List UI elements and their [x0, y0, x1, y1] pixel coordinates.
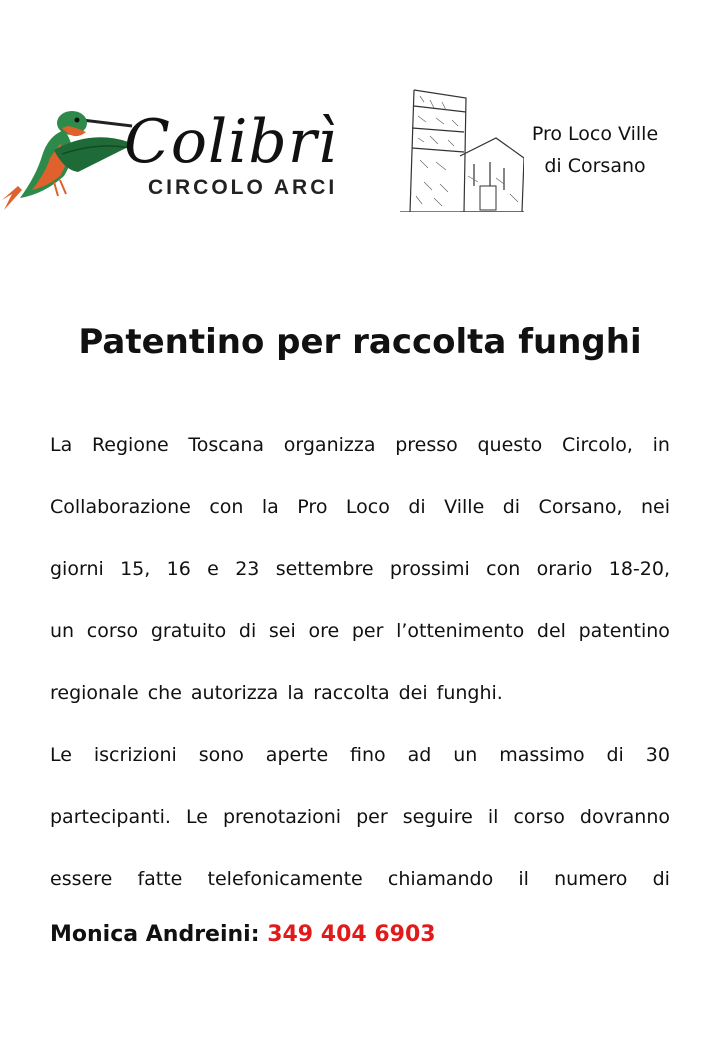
paragraph-word: sono: [198, 744, 244, 766]
paragraph-word: di: [652, 868, 670, 890]
paragraph-word: con: [209, 496, 244, 518]
paragraph-word: essere: [50, 868, 113, 890]
paragraph-word: numero: [554, 868, 628, 890]
paragraph-line: [50, 538, 670, 600]
colibri-logo-text: Colibrì: [124, 107, 338, 177]
paragraph-word: l’ottenimento: [396, 620, 525, 642]
paragraph-word: Corsano,: [538, 496, 623, 518]
paragraph-word: partecipanti.: [50, 806, 171, 828]
paragraph-word: prossimi: [389, 558, 470, 580]
paragraph-word: 16: [166, 558, 191, 580]
paragraph-word: e: [207, 558, 219, 580]
paragraph-word: corso: [86, 620, 139, 642]
paragraph-word: un: [50, 620, 75, 642]
paragraph-word: orario: [536, 558, 593, 580]
paragraph-line: [50, 848, 670, 910]
paragraph-word: patentino: [578, 620, 670, 642]
paragraph-word: 15,: [120, 558, 151, 580]
paragraph-word: il: [518, 868, 529, 890]
paragraph-word: in: [652, 434, 670, 456]
paragraph-word: giorni: [50, 558, 104, 580]
paragraph-word: chiamando: [387, 868, 494, 890]
paragraph-word: telefonicamente: [207, 868, 363, 890]
hummingbird-icon: [2, 98, 134, 210]
paragraph-word: dei: [398, 682, 428, 704]
paragraph-word: settembre: [275, 558, 374, 580]
paragraph-word: la: [287, 682, 305, 704]
paragraph-word: questo: [477, 434, 543, 456]
paragraph-word: Loco: [345, 496, 390, 518]
paragraph-word: per: [356, 806, 388, 828]
paragraph-word: un: [453, 744, 478, 766]
contact-phone: 349 404 6903: [267, 922, 436, 947]
paragraph-word: che: [147, 682, 182, 704]
proloco-line-1: Pro Loco Ville: [531, 123, 659, 145]
paragraph-word: la: [261, 496, 279, 518]
proloco-label: [510, 118, 680, 182]
contact-name: Monica Andreini:: [50, 922, 260, 947]
paragraph-word: di: [606, 744, 624, 766]
proloco-line-2: di Corsano: [544, 155, 646, 177]
paragraph-word: ore: [308, 620, 340, 642]
paragraph-line: [50, 662, 670, 724]
paragraph-word: presso: [395, 434, 458, 456]
paragraph-line: [50, 724, 670, 786]
paragraph-word: organizza: [283, 434, 376, 456]
paragraph-word: regionale: [50, 682, 139, 704]
paragraph-word: 23: [235, 558, 260, 580]
circolo-arci-label: CIRCOLO ARCI: [148, 176, 338, 199]
paragraph-line: [50, 786, 670, 848]
paragraph-word: il: [487, 806, 499, 828]
paragraph-line: [50, 414, 670, 476]
contact-line: [50, 922, 670, 947]
body-paragraph: [50, 414, 670, 910]
paragraph-word: Circolo,: [561, 434, 633, 456]
paragraph-word: Ville: [444, 496, 485, 518]
paragraph-word: del: [536, 620, 566, 642]
paragraph-word: Toscana: [188, 434, 265, 456]
header: [0, 80, 720, 220]
paragraph-word: aperte: [265, 744, 329, 766]
paragraph-word: 18-20,: [608, 558, 670, 580]
paragraph-word: dovranno: [579, 806, 670, 828]
paragraph-word: Regione: [91, 434, 169, 456]
paragraph-word: 30: [645, 744, 670, 766]
paragraph-word: di: [238, 620, 257, 642]
paragraph-word: Le: [185, 806, 208, 828]
paragraph-word: ad: [407, 744, 432, 766]
paragraph-word: per: [351, 620, 384, 642]
page-title: Patentino per raccolta funghi: [78, 322, 642, 362]
paragraph-word: di: [502, 496, 521, 518]
tower-sketch-icon: [400, 86, 524, 212]
paragraph-word: corso: [513, 806, 565, 828]
paragraph-word: funghi.: [436, 682, 503, 704]
paragraph-word: gratuito: [150, 620, 227, 642]
paragraph-word: con: [486, 558, 521, 580]
paragraph-word: iscrizioni: [93, 744, 177, 766]
paragraph-word: nei: [640, 496, 670, 518]
paragraph-line: [50, 476, 670, 538]
paragraph-word: fatte: [137, 868, 183, 890]
paragraph-word: La: [50, 434, 73, 456]
paragraph-word: Collaborazione: [50, 496, 191, 518]
paragraph-word: Pro: [297, 496, 328, 518]
paragraph-word: autorizza: [190, 682, 279, 704]
paragraph-word: sei: [268, 620, 296, 642]
paragraph-word: di: [408, 496, 426, 518]
paragraph-word: seguire: [402, 806, 473, 828]
paragraph-word: fino: [350, 744, 386, 766]
paragraph-word: Le: [50, 744, 72, 766]
paragraph-word: prenotazioni: [222, 806, 342, 828]
paragraph-word: raccolta: [313, 682, 390, 704]
paragraph-line: [50, 600, 670, 662]
paragraph-word: massimo: [499, 744, 585, 766]
